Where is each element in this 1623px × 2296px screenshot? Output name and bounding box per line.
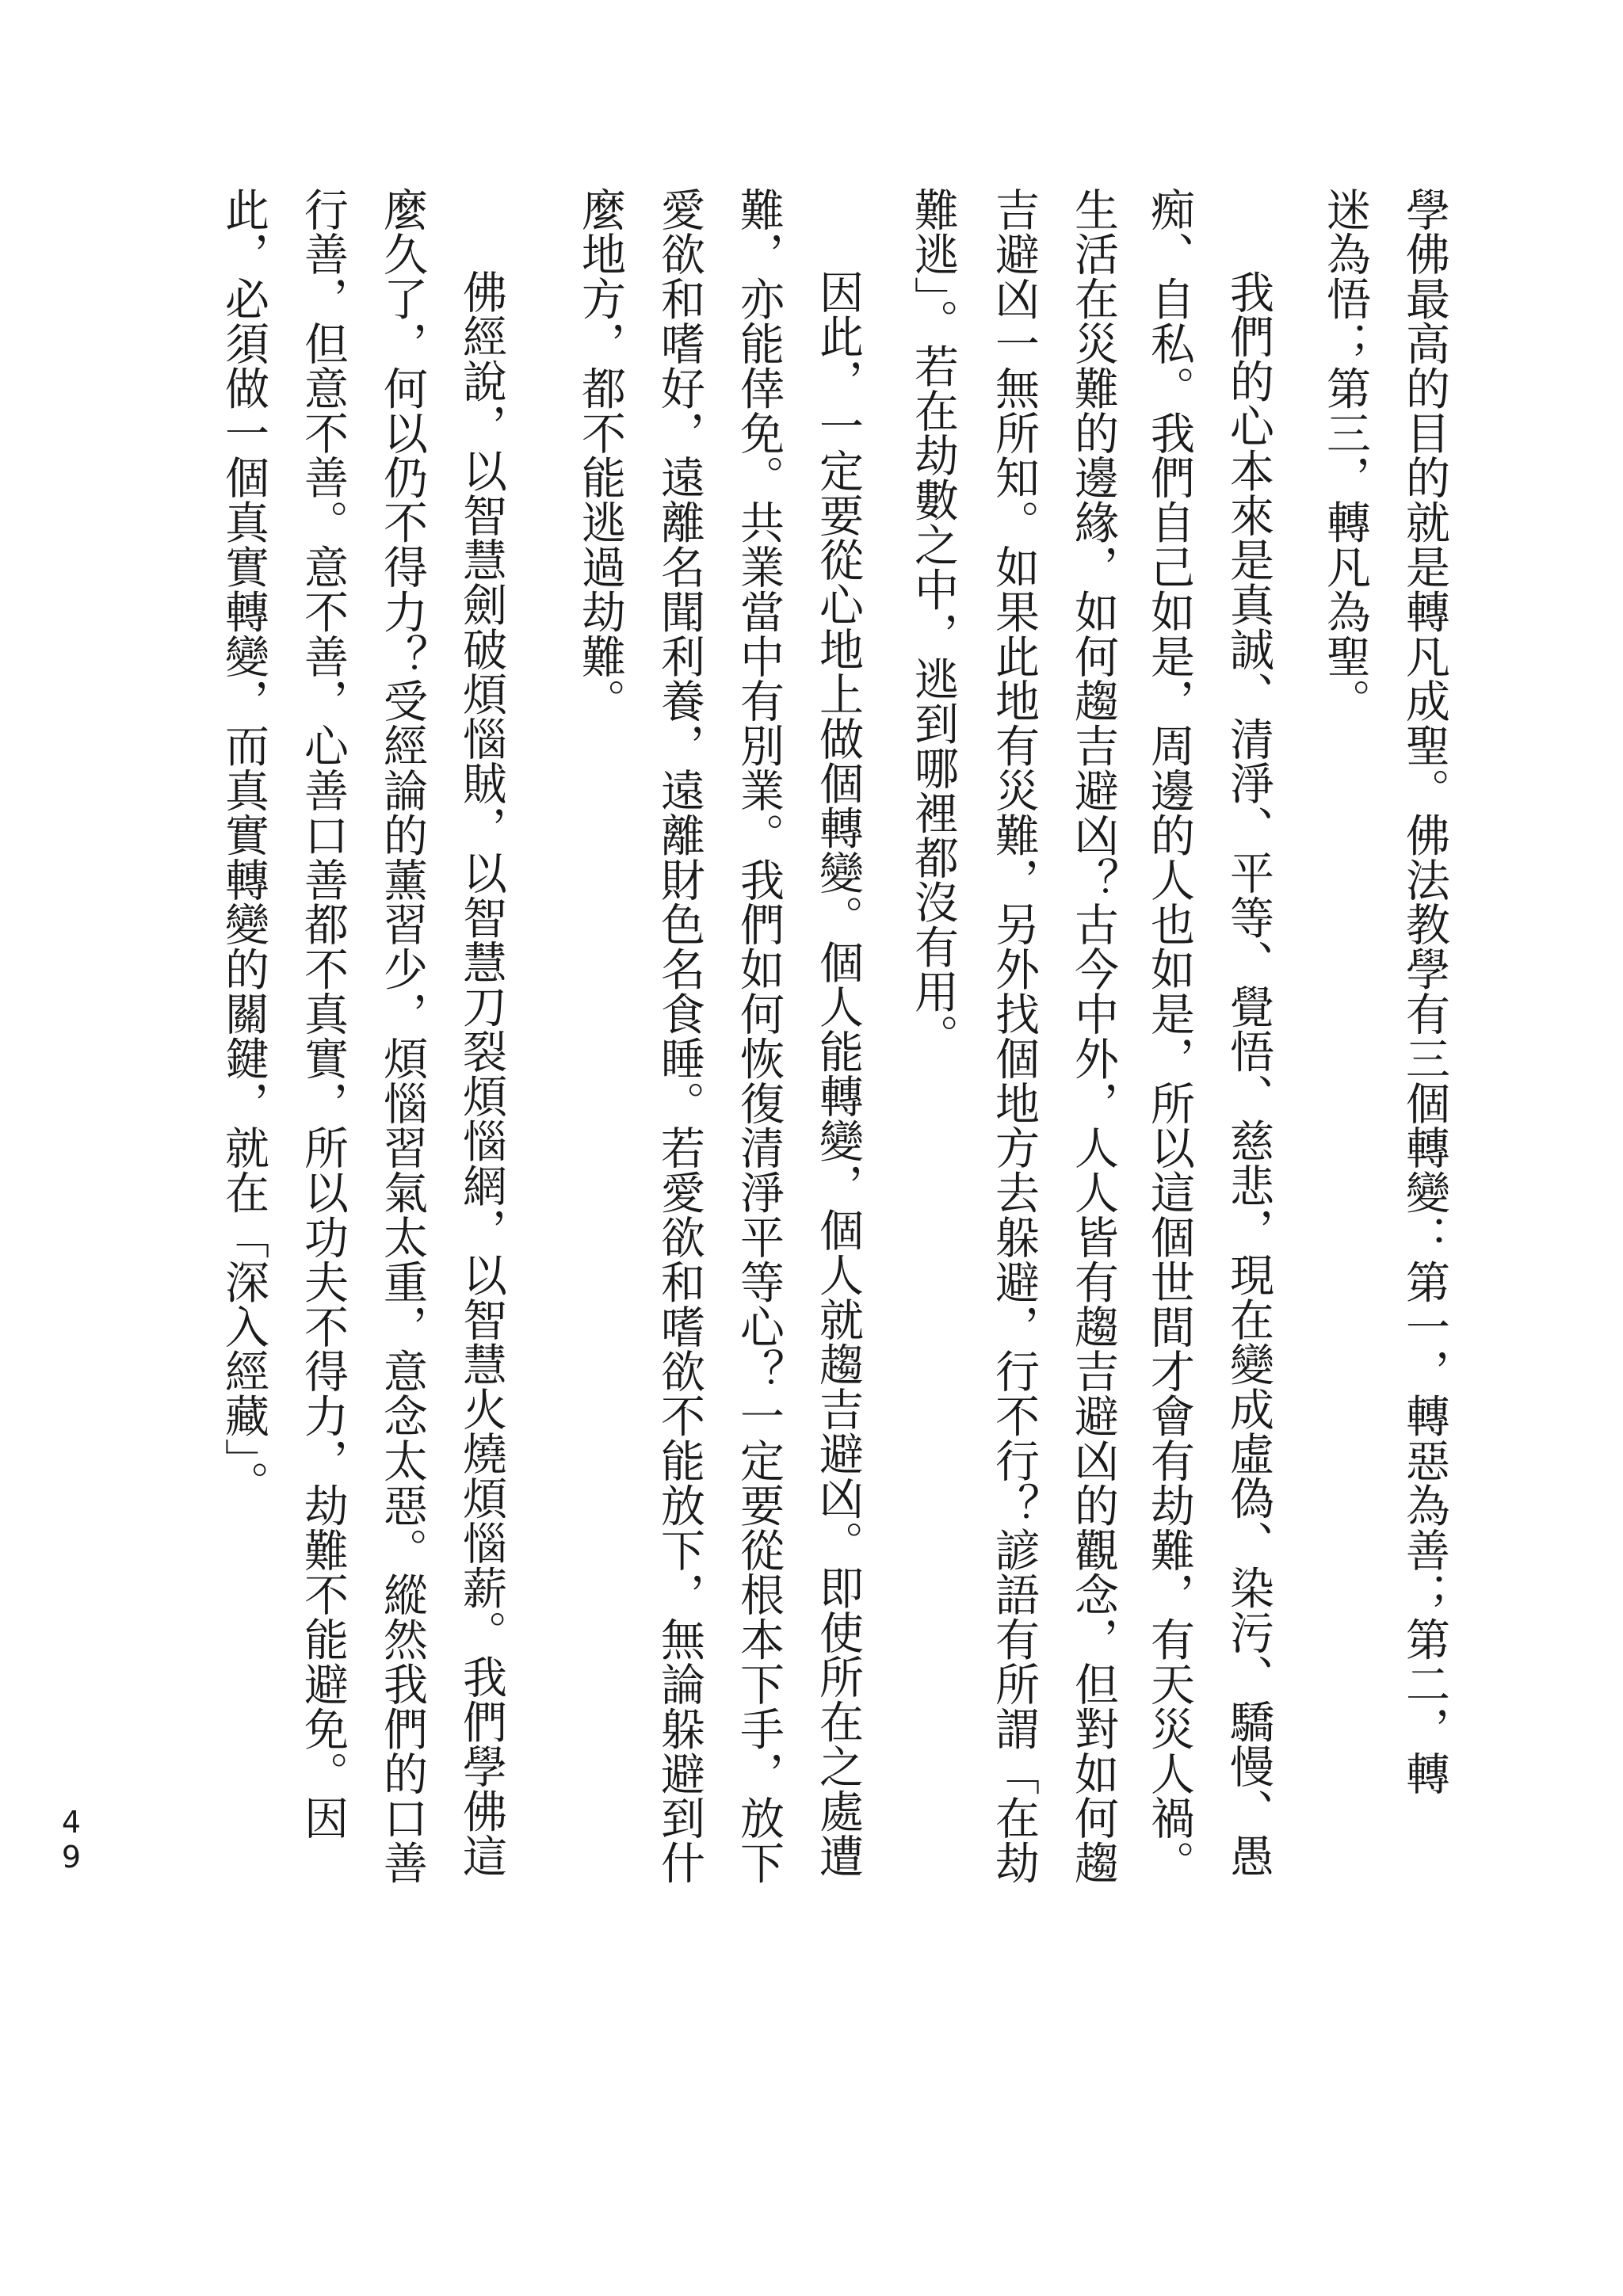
text-column-2: 迷為悟；第三，轉凡為聖。 [1319,187,1371,723]
text-column-12: 佛經說，以智慧劍破煩惱賊，以智慧刀裂煩惱網，以智慧火燒煩惱薪。我們學佛這 [456,269,507,1878]
text-column-15: 此，必須做一個真實轉變，而真實轉變的關鍵，就在「深入經藏」。 [218,187,269,1505]
text-column-8: 因此，一定要從心地上做個轉變。個人能轉變，個人就趨吉避凶。即使所在之處遭 [812,269,864,1878]
text-column-7: 難逃」。若在劫數之中，逃到哪裡都沒有用。 [907,187,959,1058]
text-column-6: 吉避凶一無所知。如果此地有災難，另外找個地方去躲避，行不行？諺語有所謂「在劫 [988,187,1040,1886]
text-column-10: 愛欲和嗜好，遠離名聞利養，遠離財色名食睡。若愛欲和嗜欲不能放下，無論躲避到什 [654,187,705,1886]
text-column-13: 麼久了，何以仍不得力？受經論的薰習少，煩惱習氣太重，意念太惡。縱然我們的口善 [376,187,428,1886]
page-number: 49 [54,1805,89,1875]
text-column-5: 生活在災難的邊緣，如何趨吉避凶？古今中外，人人皆有趨吉避凶的觀念，但對如何趨 [1067,187,1119,1886]
text-column-9: 難，亦能倖免。共業當中有別業。我們如何恢復清淨平等心？一定要從根本下手，放下 [733,187,785,1886]
text-column-11: 麼地方，都不能逃過劫難。 [575,187,626,723]
text-column-14: 行善，但意不善。意不善，心善口善都不真實，所以功夫不得力，劫難不能避免。因 [297,187,349,1840]
text-column-1: 學佛最高的目的就是轉凡成聖。佛法教學有三個轉變：第一，轉惡為善；第二，轉 [1399,187,1450,1796]
text-column-3: 我們的心本來是真誠、清淨、平等、覺悟、慈悲，現在變成虛偽、染污、驕慢、愚 [1223,269,1274,1878]
text-column-4: 痴、自私。我們自己如是，周邊的人也如是，所以這個世間才會有劫難，有天災人禍。 [1144,187,1195,1886]
